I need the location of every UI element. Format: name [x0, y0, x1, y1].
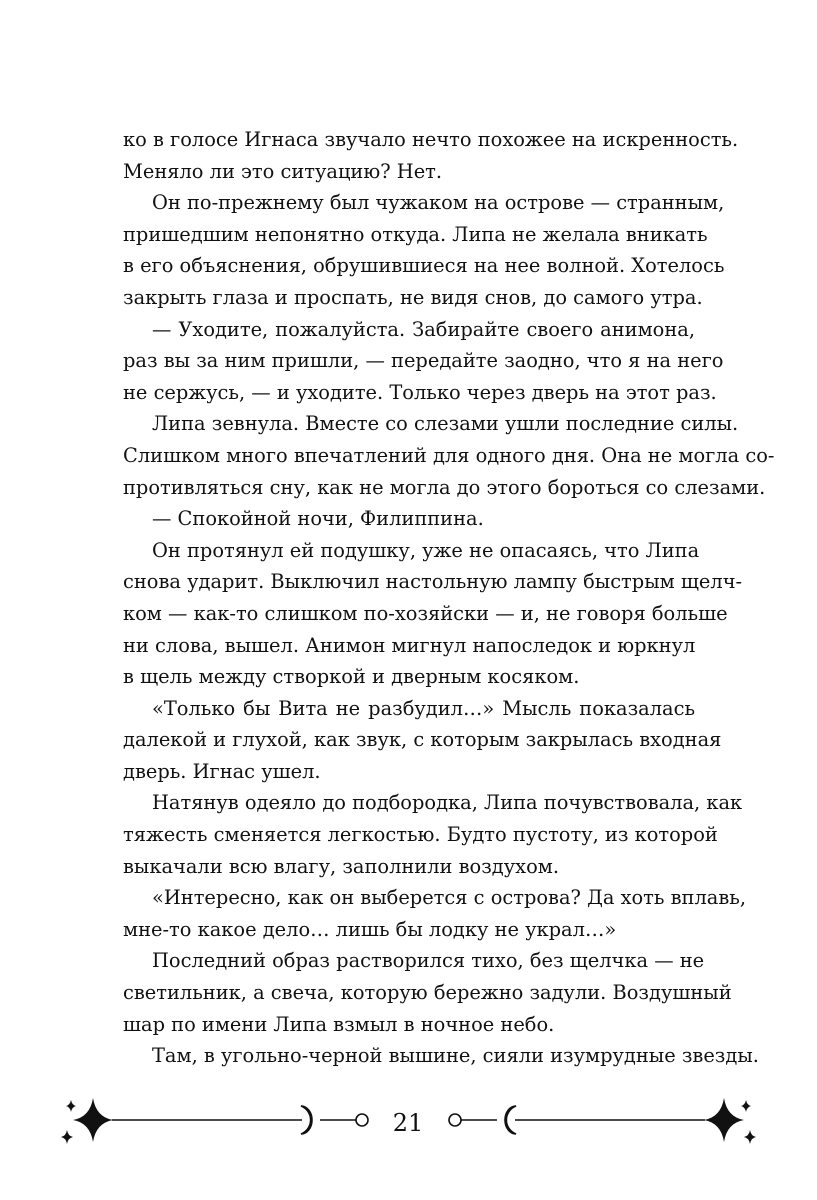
- body-text: [123, 124, 775, 1072]
- text-line: Последний образ растворился тихо, без щелчка — не: [152, 949, 705, 973]
- text-line: Он по-прежнему был чужаком на острове — странным,: [152, 191, 725, 215]
- right-large-star-icon: [704, 1098, 744, 1142]
- text-line: Он протянул ей подушку, уже не опасаясь, что Липа: [152, 538, 700, 562]
- text-line: далекой и глухой, как звук, с которым закрылась входная: [123, 728, 722, 752]
- left-large-star-icon: [73, 1098, 113, 1142]
- text-line: выкачали всю влагу, заполнили воздухом.: [123, 854, 560, 878]
- left-crescent-icon: [301, 1106, 312, 1134]
- right-crescent-icon: [505, 1106, 516, 1134]
- page-number: 21: [392, 1109, 424, 1137]
- text-line: ни слова, вышел. Анимон мигнул напоследок и юркнул: [123, 633, 696, 657]
- text-line: светильник, а свеча, которую бережно задули. Воздушный: [123, 981, 732, 1005]
- text-line: Липа зевнула. Вместе со слезами ушли последние силы.: [152, 412, 739, 436]
- right-small-star-top-icon: [741, 1100, 751, 1112]
- text-line: в щель между створкой и дверным косяком.: [123, 665, 580, 689]
- right-small-star-bottom-icon: [744, 1130, 756, 1144]
- text-line: не сержусь, — и уходите. Только через дверь на этот раз.: [123, 380, 717, 404]
- text-line: Меняло ли это ситуацию? Нет.: [123, 159, 443, 183]
- text-line: «Интересно, как он выберется с острова? Да хоть вплавь,: [152, 886, 746, 910]
- text-line: шар по имени Липа взмыл в ночное небо.: [123, 1012, 555, 1036]
- text-line: раз вы за ним пришли, — передайте заодно, что я на него: [123, 349, 724, 373]
- text-line: в его объяснения, обрушившиеся на нее волной. Хотелось: [123, 254, 725, 278]
- text-line: Там, в угольно-черной вышине, сияли изумрудные звезды.: [152, 1044, 759, 1068]
- text-line: «Только бы Вита не разбудил…» Мысль показалась: [152, 696, 695, 720]
- text-line: мне-то какое дело… лишь бы лодку не украл…»: [123, 917, 617, 941]
- text-line: дверь. Игнас ушел.: [123, 759, 321, 783]
- text-line: ко в голосе Игнаса звучало нечто похожее на искренность.: [123, 128, 739, 151]
- text-line: — Спокойной ночи, Филиппина.: [152, 507, 484, 531]
- text-line: ком — как-то слишком по-хозяйски — и, не говоря больше: [123, 601, 728, 625]
- text-line: пришедшим непонятно откуда. Липа не желала вникать: [123, 222, 708, 246]
- text-line: закрыть глаза и проспать, не видя снов, до самого утра.: [123, 285, 703, 309]
- text-line: — Уходите, пожалуйста. Забирайте своего анимона,: [152, 317, 695, 341]
- text-line: снова ударит. Выключил настольную лампу быстрым щелч-: [123, 570, 743, 594]
- text-line: Натянув одеяло до подбородка, Липа почувствовала, как: [152, 791, 743, 815]
- left-small-star-top-icon: [66, 1100, 76, 1112]
- text-line: Слишком много впечатлений для одного дня. Она не могла со-: [123, 443, 775, 467]
- left-small-star-bottom-icon: [61, 1130, 73, 1144]
- text-line: противляться сну, как не могла до этого бороться со слезами.: [123, 475, 766, 499]
- left-circle-icon: [356, 1114, 368, 1126]
- text-line: тяжесть сменяется легкостью. Будто пустоту, из которой: [123, 823, 718, 847]
- right-circle-icon: [449, 1114, 461, 1126]
